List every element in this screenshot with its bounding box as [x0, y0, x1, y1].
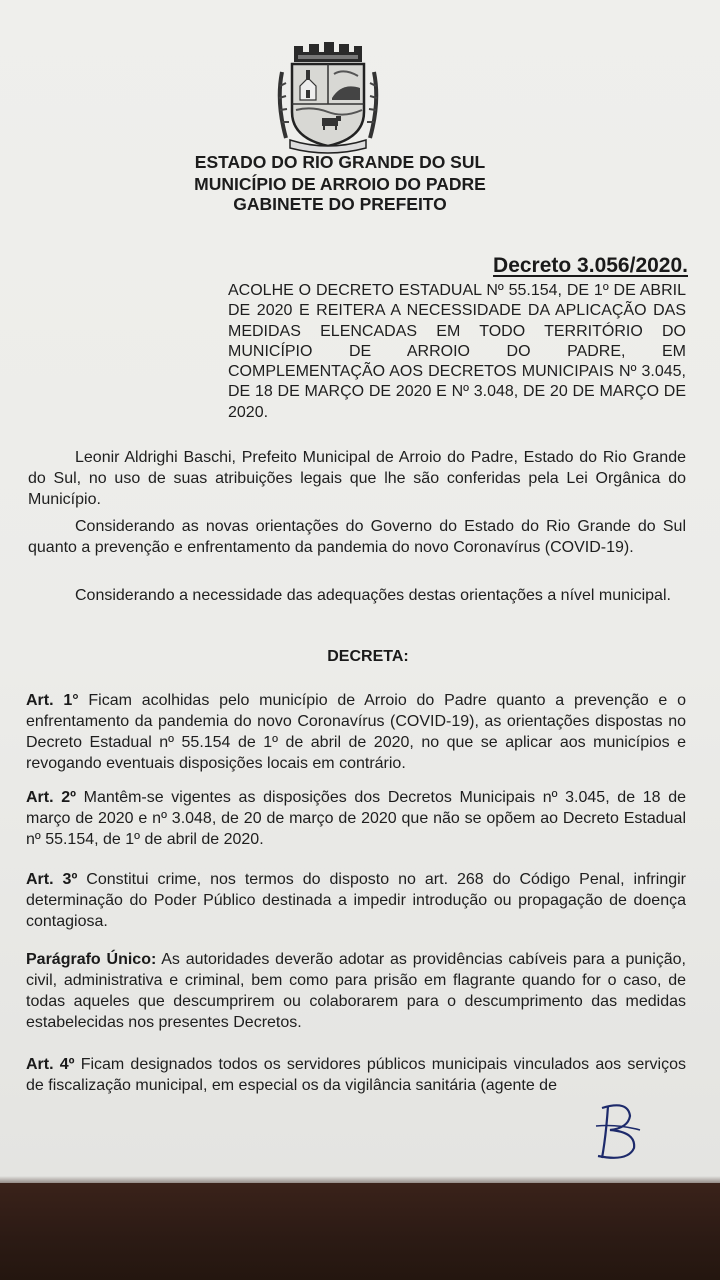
preamble-paragraph: Leonir Aldrighi Baschi, Prefeito Municipal de Arroio do Padre, Estado do Rio Grande do Sul, no uso de suas atribuições legais que lhe são conferidas pela Lei Orgânica do Município.	[28, 449, 686, 508]
article-2-label: Art. 2º	[26, 789, 76, 806]
article-1-text: Ficam acolhidas pelo município de Arroio do Padre quanto a prevenção e o enfrentamento da pandemia do novo Coronavírus (COVID-19), as orientações dispostas no Decreto Estadual nº 55.154 de 1º de abril de 2020, no que se aplicar aos municípios e revogando eventuais disposições locais em contrário.	[26, 692, 686, 772]
sole-paragraph	[26, 949, 686, 1033]
decree-title: Decreto 3.056/2020.	[493, 254, 688, 277]
sole-paragraph-label: Parágrafo Único:	[26, 951, 157, 968]
decree-summary: ACOLHE O DECRETO ESTADUAL Nº 55.154, DE 1º DE ABRIL DE 2020 E REITERA A NECESSIDADE DA APLICAÇÃO DAS MEDIDAS ELENCADAS EM TODO TERRITÓRIO DO MUNICÍPIO DE ARROIO DO PADRE, EM COMPLEMENTAÇÃO AOS DECRETOS MUNICIPAIS Nº 3.045, DE 18 DE MARÇO DE 2020 E Nº 3.048, DE 20 DE MARÇO DE 2020.	[228, 282, 686, 421]
considering-paragraph-2: Considerando a necessidade das adequações destas orientações a nível municipal.	[75, 587, 671, 604]
article-3	[26, 869, 686, 932]
article-1	[26, 690, 686, 774]
article-4	[26, 1054, 686, 1096]
sole-paragraph-text: As autoridades deverão adotar as providências cabíveis para a punição, civil, administrativa e criminal, bem como para prisão em flagrante quando for o caso, de todas aqueles que descumprirem ou colaborarem para o descumprimento das medidas estabelecidas nos presentes Decretos.	[26, 951, 686, 1031]
header-state: ESTADO DO RIO GRANDE DO SUL	[194, 152, 486, 172]
article-3-label: Art. 3º	[26, 871, 78, 888]
article-2-text: Mantêm-se vigentes as disposições dos Decretos Municipais nº 3.045, de 18 de março de 2020 e nº 3.048, de 20 de março de 2020 que não se opõem ao Decreto Estadual nº 55.154, de 1º de abril de 2020.	[26, 789, 687, 848]
considering-paragraph-1: Considerando as novas orientações do Governo do Estado do Rio Grande do Sul quanto a prevenção e enfrentamento da pandemia do novo Coronavírus (COVID-19).	[28, 518, 686, 556]
table-surface	[0, 1183, 720, 1280]
header-office: GABINETE DO PREFEITO	[233, 194, 447, 214]
article-4-label: Art. 4º	[26, 1056, 75, 1073]
decreta-heading: DECRETA:	[327, 648, 409, 665]
article-3-text: Constitui crime, nos termos do disposto no art. 268 do Código Penal, infringir determinação do Poder Público destinada a impedir introdução ou propagação de doença contagiosa.	[26, 871, 686, 930]
article-2	[26, 787, 686, 850]
handwritten-initials	[588, 1096, 648, 1166]
header-municipality: MUNICÍPIO DE ARROIO DO PADRE	[194, 174, 486, 194]
article-4-text: Ficam designados todos os servidores públicos municipais vinculados aos serviços de fiscalização municipal, em especial os da vigilância sanitária (agente de	[26, 1056, 687, 1094]
municipal-coat-of-arms	[272, 42, 384, 154]
article-1-label: Art. 1°	[26, 692, 79, 709]
